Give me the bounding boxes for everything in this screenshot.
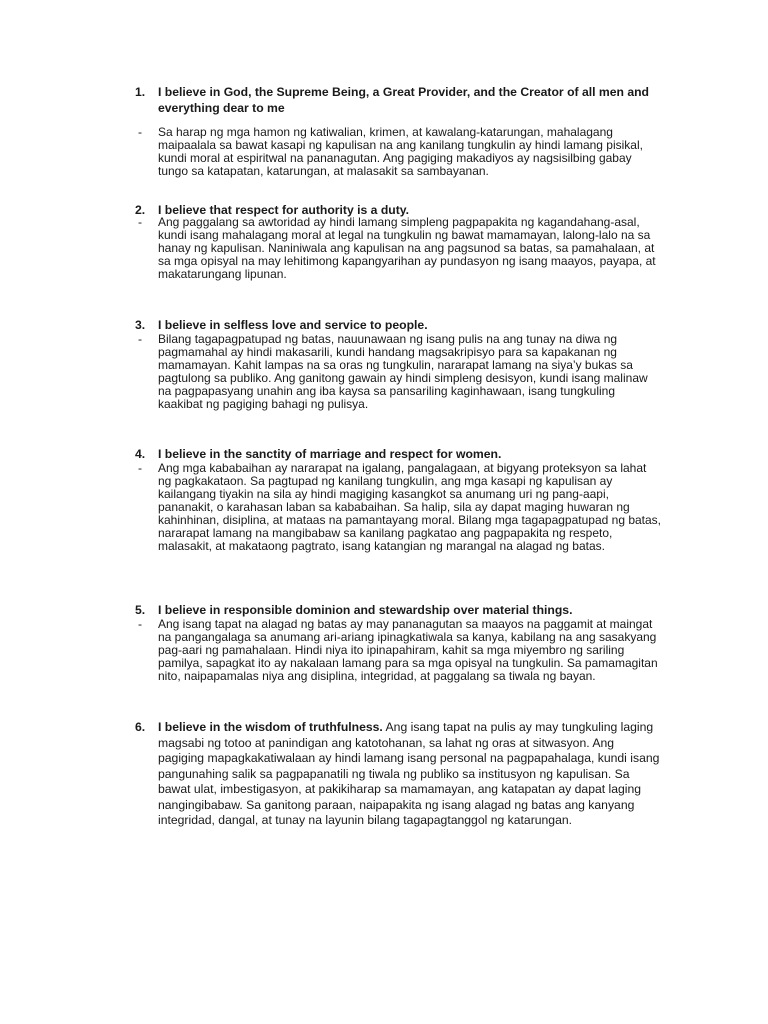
item-5-dash: -: [138, 617, 143, 631]
item-4-number: 4.: [135, 447, 146, 461]
item-3-body: Bilang tagapagpatupad ng batas, nauunawaan ng isang pulis na ang tunay na diwa ng pagmamahal ay hindi makasarili, kundi handang magsakripisyo para sa kapakanan ng mamamayan. Kahit lampas na sa oras ng tungkulin, nararapat lamang na siya’y bukas sa pagtulong sa publiko. Ang ganitong gawain ay hindi simpleng desisyon, kundi isang malinaw na pagpapasyang unahin ang iba kaysa sa pansariling kaginhawaan, isang tungkuling kaakibat ng pagiging bahagi ng pulisya.: [158, 332, 648, 411]
item-3-dash: -: [138, 332, 143, 346]
item-2-heading: I believe that respect for authority is a duty.: [158, 203, 410, 217]
item-2-dash: -: [138, 215, 143, 229]
item-6-heading: I believe in the wisdom of truthfulness.: [158, 720, 383, 734]
item-4-dash: -: [138, 461, 143, 475]
item-2-number: 2.: [135, 203, 146, 217]
item-3-heading: I believe in selfless love and service to people.: [158, 318, 428, 332]
item-1-heading: I believe in God, the Supreme Being, a Great Provider, and the Creator of all men and everything dear to me: [158, 85, 650, 115]
item-6-body: Ang isang tapat na pulis ay may tungkuling laging magsabi ng totoo at panindigan ang katotohanan, sa lahat ng oras at sitwasyon. Ang pagiging mapagkakatiwalaan ay hindi lamang isang personal na pagpapahalaga, kundi isang pangunahing salik sa pagpapanatili ng tiwala ng publiko sa institusyon ng kapulisan. Sa bawat ulat, imbestigasyon, at pakikiharap sa mamamayan, ang katapatan ay dapat laging nangingibabaw. Sa ganitong paraan, naipapakita ng isang alagad ng batas ang kanyang integridad, dangal, at tunay na layunin bilang tagapagtanggol ng katarungan.: [158, 720, 660, 827]
item-1-dash: -: [138, 125, 143, 139]
item-5-heading: I believe in responsible dominion and stewardship over material things.: [158, 603, 573, 617]
item-4-heading: I believe in the sanctity of marriage and respect for women.: [158, 447, 502, 461]
item-1-number: 1.: [135, 85, 146, 99]
item-2-body: Ang paggalang sa awtoridad ay hindi lamang simpleng pagpapakita ng kagandahang-asal, kundi isang mahalagang moral at legal na tungkulin ng bawat mamamayan, lalong-lalo na sa hanay ng kapulisan. Naniniwala ang kapulisan na ang pagsunod sa batas, sa pamahalaan, at sa mga opisyal na may lehitimong kapangyarihan ay pundasyon ng isang maayos, payapa, at makatarungang lipunan.: [158, 215, 656, 281]
item-1-body: Sa harap ng mga hamon ng katiwalian, krimen, at kawalang-katarungan, mahalagang maipaalala sa bawat kasapi ng kapulisan na ang kanilang tungkulin ay hindi lamang pisikal, kundi moral at espiritwal na pananagutan. Ang pagiging makadiyos ay nagsisilbing gabay tungo sa katapatan, katarungan, at malasakit sa sambayanan.: [158, 125, 643, 178]
item-5-body: Ang isang tapat na alagad ng batas ay may pananagutan sa maayos na paggamit at maingat na pangangalaga sa anumang ari-ariang ipinagkatiwala sa kanya, kabilang na ang sasakyang pag-aari ng pamahalaan. Hindi niya ito ipinapahiram, kahit sa mga miyembro ng sariling pamilya, sapagkat ito ay nakalaan lamang para sa mga opisyal na tungkulin. Sa pamamagitan nito, naipapamalas niya ang disiplina, integridad, at paggalang sa tiwala ng bayan.: [158, 617, 658, 683]
item-3-number: 3.: [135, 318, 146, 332]
item-5-number: 5.: [135, 603, 146, 617]
item-6-number: 6.: [135, 720, 146, 734]
item-4-body: Ang mga kababaihan ay nararapat na igalang, pangalagaan, at bigyang proteksyon sa lahat ng pagkakataon. Sa pagtupad ng kanilang tungkulin, ang mga kasapi ng kapulisan ay kailangang tiyakin na sila ay hindi magiging kasangkot sa anumang uri ng pang-aapi, pananakit, o karahasan laban sa kababaihan. Sa halip, sila ay dapat maging huwaran ng kahinhinan, disiplina, at mataas na pamantayang moral. Bilang mga tagapagpatupad ng batas, nararapat lamang na mangibabaw sa kanilang pagkatao ang pagpapakita ng respeto, malasakit, at makataong pagtrato, isang katangian ng marangal na alagad ng batas.: [158, 461, 662, 553]
item-6-paragraph: [158, 720, 663, 829]
